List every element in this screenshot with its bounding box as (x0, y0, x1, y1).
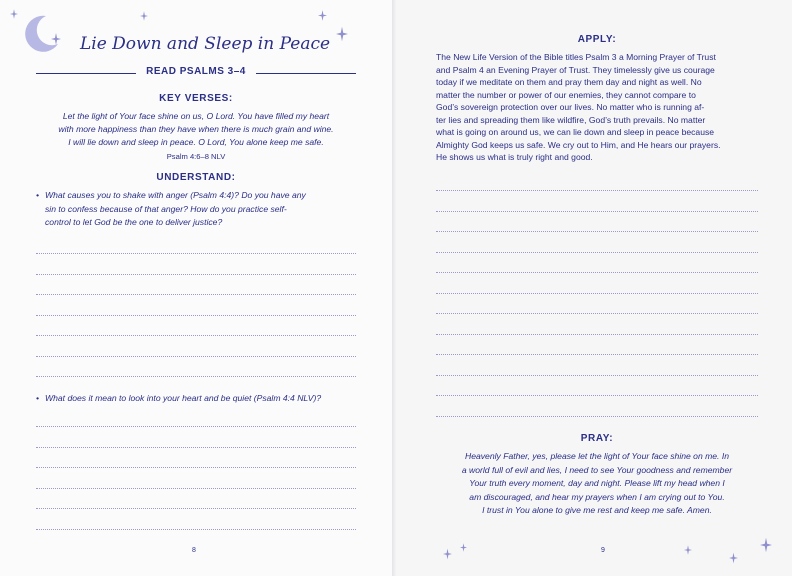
reading-banner (36, 66, 356, 80)
writing-line (36, 376, 356, 377)
key-verses-heading: KEY VERSES: (159, 93, 233, 104)
apply-line: today if we meditate on them and pray them day and night as well. No (436, 77, 702, 87)
apply-line: ter lies and spreading them like wildfire, God’s truth prevails. No matter (436, 114, 706, 125)
apply-line: what is going on around us, we can lie down and sleep in peace because (436, 127, 715, 137)
pray-heading: PRAY: (580, 433, 614, 444)
writing-line (436, 334, 758, 335)
sparkle-icon (684, 545, 692, 555)
question-1 (36, 189, 348, 230)
writing-line (436, 272, 758, 273)
key-verses-text (36, 110, 356, 149)
writing-line (36, 508, 356, 509)
pray-line: Your truth every moment, day and night. Please lift my head when I (469, 478, 725, 488)
writing-line (36, 426, 356, 427)
sparkle-icon (318, 10, 327, 21)
pray-line: Heavenly Father, yes, please let the light of Your face shine on me. In (464, 451, 730, 461)
verse-reference: Psalm 4:6–8 NLV (166, 152, 226, 161)
sparkle-icon (140, 11, 148, 21)
question-line: What causes you to shake with anger (Psalm 4:4)? Do you have any (45, 190, 306, 200)
left-page (0, 0, 392, 576)
sparkle-icon (460, 543, 467, 552)
writing-line (36, 447, 356, 448)
writing-line (36, 294, 356, 295)
apply-line: The New Life Version of the Bible titles Psalm 3 a Morning Prayer of Trust (436, 52, 716, 62)
writing-line (36, 253, 356, 254)
writing-line (436, 313, 758, 314)
writing-line (436, 375, 758, 376)
sparkle-icon (760, 536, 772, 554)
writing-line (36, 488, 356, 489)
apply-line: Almighty God keeps us safe. We cry out to Him, and He hears our prayers. (436, 139, 721, 150)
apply-heading: APPLY: (577, 34, 617, 45)
pray-line: am discouraged, and hear my prayers when I am crying out to You. (469, 491, 725, 502)
bullet: • (36, 190, 40, 200)
writing-line (436, 252, 758, 253)
writing-line (36, 335, 356, 336)
writing-line (36, 315, 356, 316)
writing-line (36, 274, 356, 275)
page-title: Lie Down and Sleep in Peace (79, 34, 331, 54)
sparkle-icon (443, 548, 452, 560)
verse-line: Let the light of Your face shine on us, O Lord. You have filled my heart (62, 111, 330, 121)
page-number: 9 (601, 547, 605, 554)
understand-heading: UNDERSTAND: (156, 172, 236, 183)
pray-line: I trust in You alone to give me rest and keep me safe. Amen. (482, 505, 712, 515)
question-2 (36, 392, 348, 406)
pray-line: a world full of evil and lies, I need to see Your goodness and remember (461, 464, 733, 475)
writing-line (436, 211, 758, 212)
apply-text (436, 51, 758, 164)
verse-line: with more happiness than they have when there is much grain and wine. (58, 124, 334, 134)
writing-line (436, 354, 758, 355)
writing-line (36, 356, 356, 357)
writing-line (436, 190, 758, 191)
apply-line: He shows us what is truly right and good. (436, 152, 593, 162)
writing-line (436, 231, 758, 232)
sparkle-icon (10, 9, 18, 19)
question-line: sin to confess because of that anger? How do you practice self- (45, 203, 287, 214)
bullet: • (36, 393, 40, 403)
pray-text (440, 450, 754, 518)
apply-line: God’s sovereign protection over our lives. No matter who is running af- (436, 102, 705, 112)
sparkle-icon (729, 552, 738, 564)
writing-line (36, 529, 356, 530)
reading-label: READ PSALMS 3–4 (146, 66, 246, 77)
writing-line (436, 395, 758, 396)
apply-line: and Psalm 4 an Evening Prayer of Trust. They timelessly give us courage (436, 64, 715, 75)
writing-line (436, 416, 758, 417)
writing-line (436, 293, 758, 294)
question-line: control to let God be the one to deliver justice? (45, 217, 223, 227)
question-line: What does it mean to look into your heart and be quiet (Psalm 4:4 NLV)? (45, 393, 322, 403)
verse-line: I will lie down and sleep in peace. O Lord, You alone keep me safe. (68, 137, 324, 147)
page-number: 8 (192, 547, 196, 554)
apply-line: matter the number or power of our enemies, they cannot compare to (436, 89, 696, 100)
writing-line (36, 467, 356, 468)
